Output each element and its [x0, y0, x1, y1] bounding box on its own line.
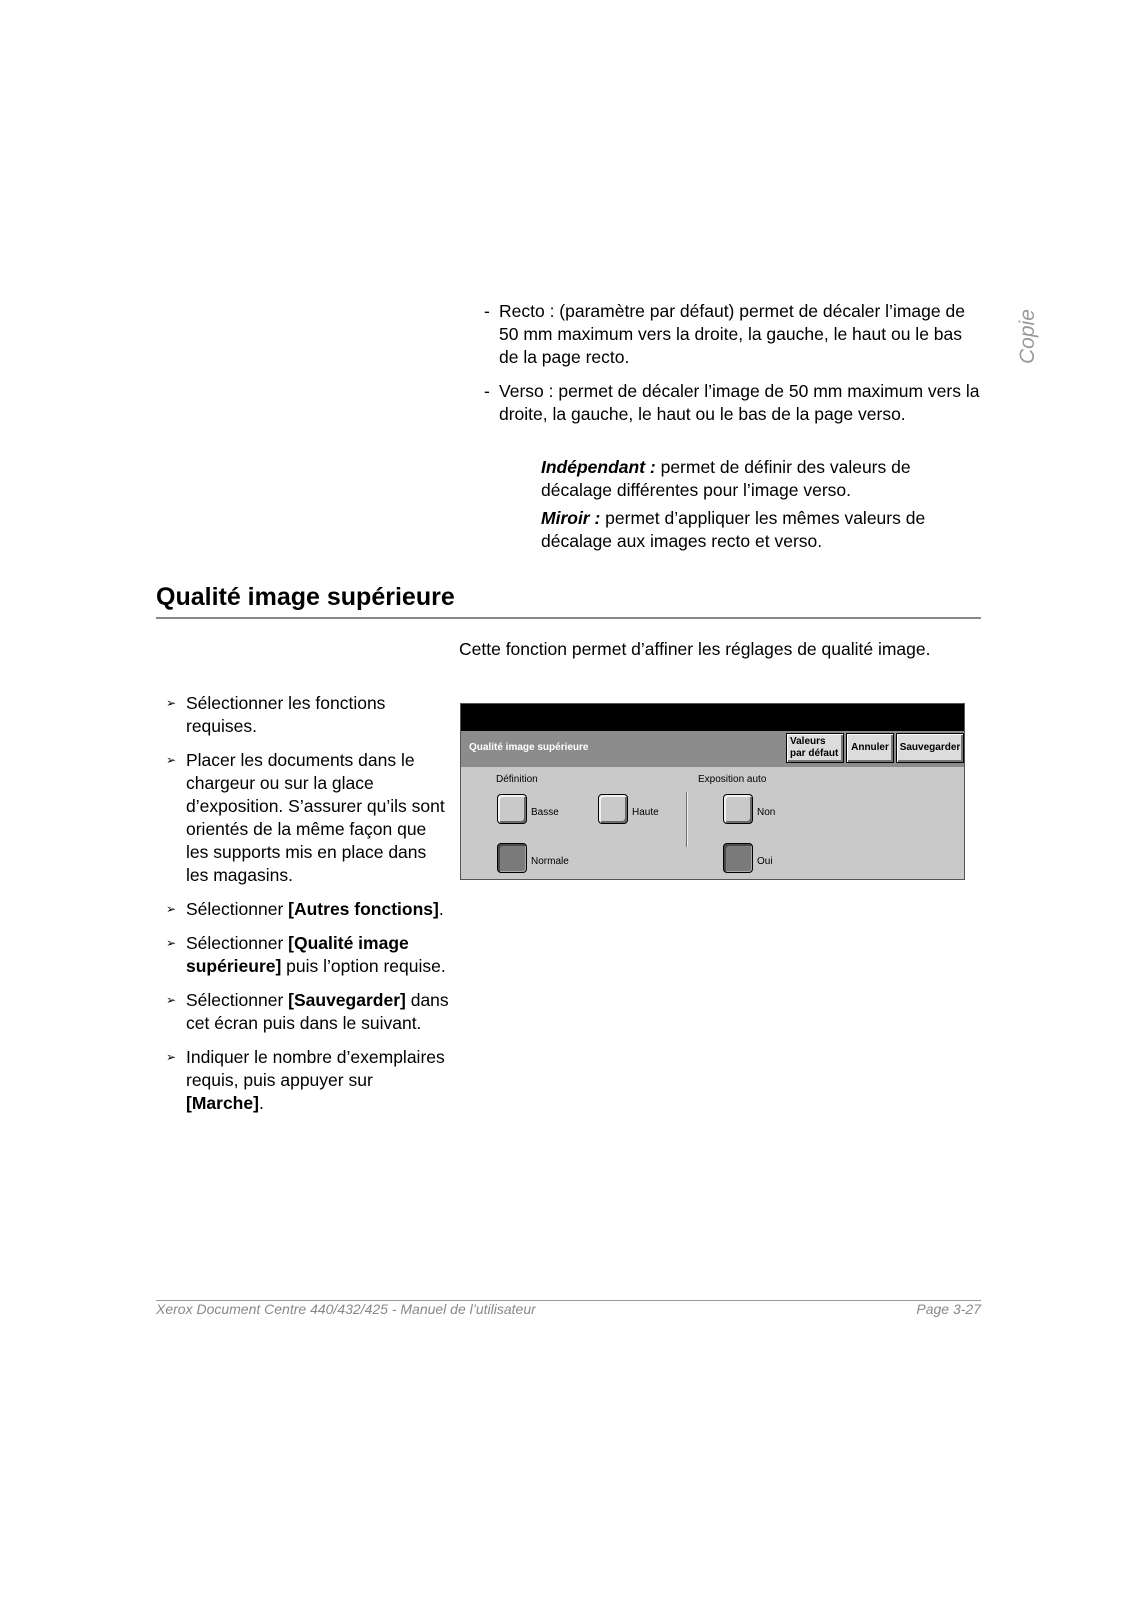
chapter-tab: [988, 300, 1039, 370]
defaults-button[interactable]: Valeurs par défaut: [786, 733, 844, 763]
screen-top-bar: [461, 704, 964, 731]
save-button[interactable]: Sauvegarder: [896, 733, 964, 763]
basse-option-button[interactable]: [497, 794, 527, 824]
footer-page-number: Page 3-27: [916, 1301, 981, 1317]
haute-option-button[interactable]: [598, 794, 628, 824]
oui-option-label: Oui: [757, 856, 773, 867]
arrow-bullet-icon: ➢: [166, 993, 177, 1007]
arrow-bullet-icon: ➢: [166, 1050, 177, 1064]
arrow-bullet-icon: ➢: [166, 753, 177, 767]
step-item: ➢ Sélectionner [Qualité image supérieure] puis l’option requise.: [166, 933, 446, 976]
list-item-text: Verso : permet de décaler l’image de 50 mm maximum vers la droite, la gauche, le haut ou le bas de la page verso.: [499, 381, 980, 424]
sub-item-term: Indépendant :: [541, 457, 656, 477]
dash-marker: -: [484, 301, 490, 321]
sub-item-miroir: [541, 507, 981, 553]
cancel-button[interactable]: Annuler: [846, 733, 894, 763]
sub-item-independant: [541, 456, 981, 502]
group-divider: [686, 792, 688, 847]
step-item: ➢ Placer les documents dans le chargeur ou sur la glace d’exposition. S’assurer qu’ils sont orientés de la même façon que les supports mis en place dans les magasins.: [166, 750, 445, 885]
basse-option-label: Basse: [531, 807, 559, 818]
chapter-tab-label: Copie: [1016, 309, 1039, 364]
oui-option-button[interactable]: [723, 843, 753, 873]
dash-marker: -: [484, 381, 490, 401]
normale-option-label: Normale: [531, 856, 569, 867]
device-screen: [460, 703, 965, 880]
sub-item-term: Miroir :: [541, 508, 601, 528]
arrow-bullet-icon: ➢: [166, 936, 177, 950]
list-item-text: Recto : (paramètre par défaut) permet de décaler l’image de 50 mm maximum vers la droite, la gauche, le haut ou le bas de la page recto.: [499, 301, 965, 367]
step-item: ➢ Sélectionner les fonctions requises.: [166, 693, 386, 736]
screen-title-bar: [461, 731, 964, 767]
section-title: Qualité image supérieure: [156, 583, 455, 611]
definition-label: Définition: [496, 774, 538, 785]
list-item-verso: [484, 380, 980, 426]
arrow-bullet-icon: ➢: [166, 902, 177, 916]
steps-list: [163, 692, 453, 1126]
sub-item-text: permet de définir des valeurs de décalage différentes pour l’image verso.: [541, 457, 911, 500]
sub-item-text: permet d’appliquer les mêmes valeurs de décalage aux images recto et verso.: [541, 508, 926, 551]
haute-option-label: Haute: [632, 807, 659, 818]
footer-document-title: Xerox Document Centre 440/432/425 - Manuel de l’utilisateur: [156, 1301, 536, 1317]
screen-title: Qualité image supérieure: [469, 742, 589, 753]
exposure-label: Exposition auto: [698, 774, 767, 785]
non-option-button[interactable]: [723, 794, 753, 824]
non-option-label: Non: [757, 807, 776, 818]
list-item-recto: [484, 300, 980, 369]
section-description: Cette fonction permet d’affiner les réglages de qualité image.: [459, 639, 931, 659]
step-item: ➢ Sélectionner [Sauvegarder] dans cet écran puis dans le suivant.: [166, 990, 449, 1033]
normale-option-button[interactable]: [497, 843, 527, 873]
arrow-bullet-icon: ➢: [166, 696, 177, 710]
section-rule: [156, 617, 981, 619]
step-item: ➢ Indiquer le nombre d’exemplaires requis, puis appuyer sur [Marche].: [166, 1047, 445, 1113]
step-item: ➢ Sélectionner [Autres fonctions].: [166, 899, 444, 919]
